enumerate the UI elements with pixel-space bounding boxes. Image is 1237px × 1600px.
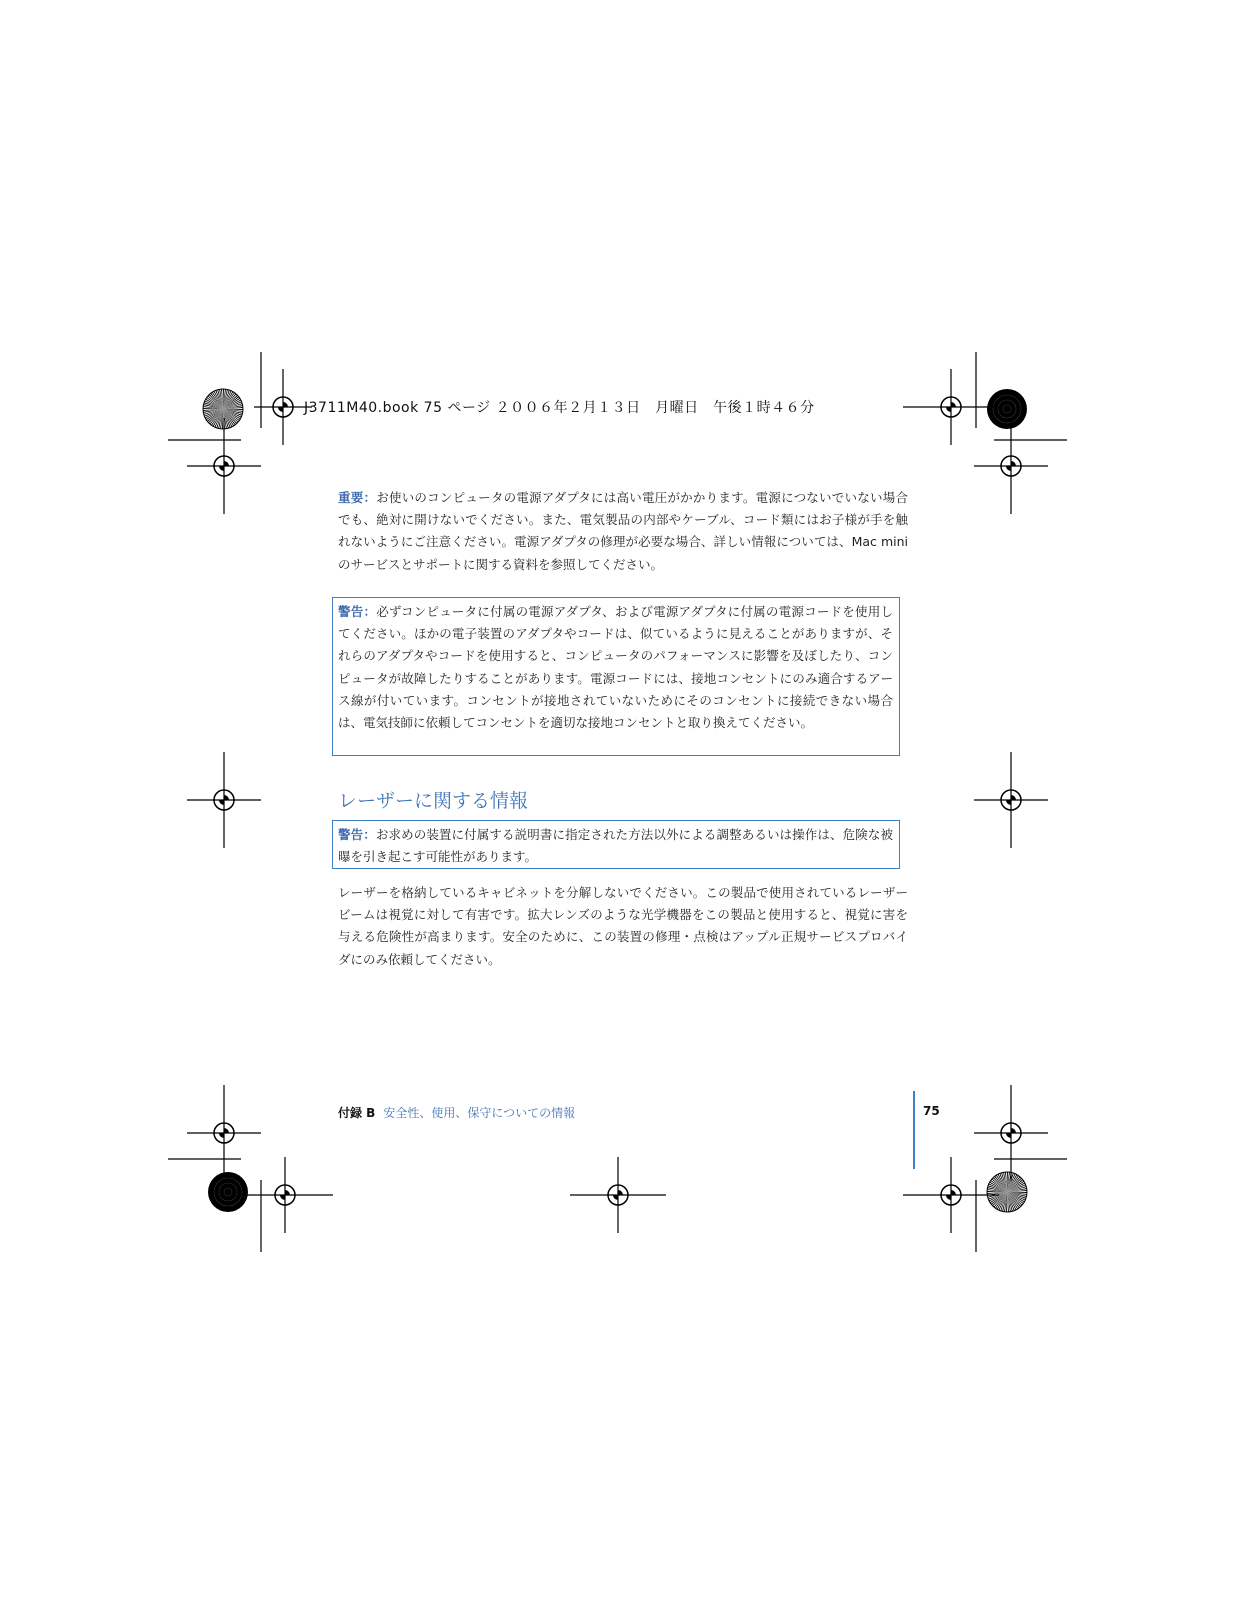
solid-disc-icon <box>208 1172 248 1212</box>
appendix-label: 付録 B <box>338 1106 376 1120</box>
crosshair-target-icon <box>237 1157 333 1233</box>
crosshair-target-icon <box>903 369 999 445</box>
important-note <box>338 487 908 576</box>
crosshair-target-icon <box>974 418 1048 514</box>
warning-label: 警告： <box>338 604 377 619</box>
starburst-icon <box>203 389 243 429</box>
warning-box-laser <box>332 820 900 869</box>
crosshair-target-icon <box>903 1157 999 1233</box>
page-number: 75 <box>923 1104 940 1118</box>
laser-paragraph <box>338 882 908 971</box>
footer-divider <box>913 1091 915 1169</box>
footer-running-title <box>338 1104 575 1121</box>
solid-disc-icon <box>987 389 1027 429</box>
warning-text: 必ずコンピュータに付属の電源アダプタ、および電源アダプタに付属の電源コードを使用してください。ほかの電子装置のアダプタやコードは、似ているように見えることがありますが、それらのアダプタやコードを使用すると、コンピュータのパフォーマンスに影響を及ぼしたり、コンピュータが故障したりすることがあります。電源コードには、接地コンセントにのみ適合するアース線が付いています。コンセントが接地されていないためにそのコンセントに接続できない場合は、電気技師に依頼してコンセントを適切な接地コンセントと取り換えてください。 <box>338 604 893 731</box>
section-heading: レーザーに関する情報 <box>338 790 529 812</box>
warning-label: 警告： <box>338 827 376 842</box>
warning-text: お求めの装置に付属する説明書に指定された方法以外による調整あるいは操作は、危険な被曝を引き起こす可能性があります。 <box>338 827 893 865</box>
crosshair-target-icon <box>187 752 261 848</box>
important-text: お使いのコンピュータの電源アダプタには高い電圧がかかります。電源につないでいない場合でも、絶対に開けないでください。また、電気製品の内部やケーブル、コード類にはお子様が手を触れないようにご注意ください。電源アダプタの修理が必要な場合、詳しい情報については、Mac mini のサービスとサポートに関する資料を参照してください。 <box>338 490 908 572</box>
appendix-title: 安全性、使用、保守についての情報 <box>383 1106 576 1120</box>
print-slug: J3711M40.book 75 ページ ２００６年２月１３日 月曜日 午後１時４６分 <box>304 400 815 416</box>
crosshair-target-icon <box>570 1157 666 1233</box>
crosshair-target-icon <box>187 1085 261 1181</box>
crosshair-target-icon <box>974 752 1048 848</box>
starburst-icon <box>987 1172 1027 1212</box>
crosshair-target-icon <box>187 418 261 514</box>
crosshair-target-icon <box>974 1085 1048 1181</box>
laser-text: レーザーを格納しているキャビネットを分解しないでください。この製品で使用されているレーザービームは視覚に対して有害です。拡大レンズのような光学機器をこの製品と使用すると、視覚に害を与える危険性が高まります。安全のために、この装置の修理・点検はアップル正規サービスプロバイダにのみ依頼してください。 <box>338 885 908 967</box>
important-label: 重要： <box>338 490 377 505</box>
warning-box-power <box>332 597 900 756</box>
